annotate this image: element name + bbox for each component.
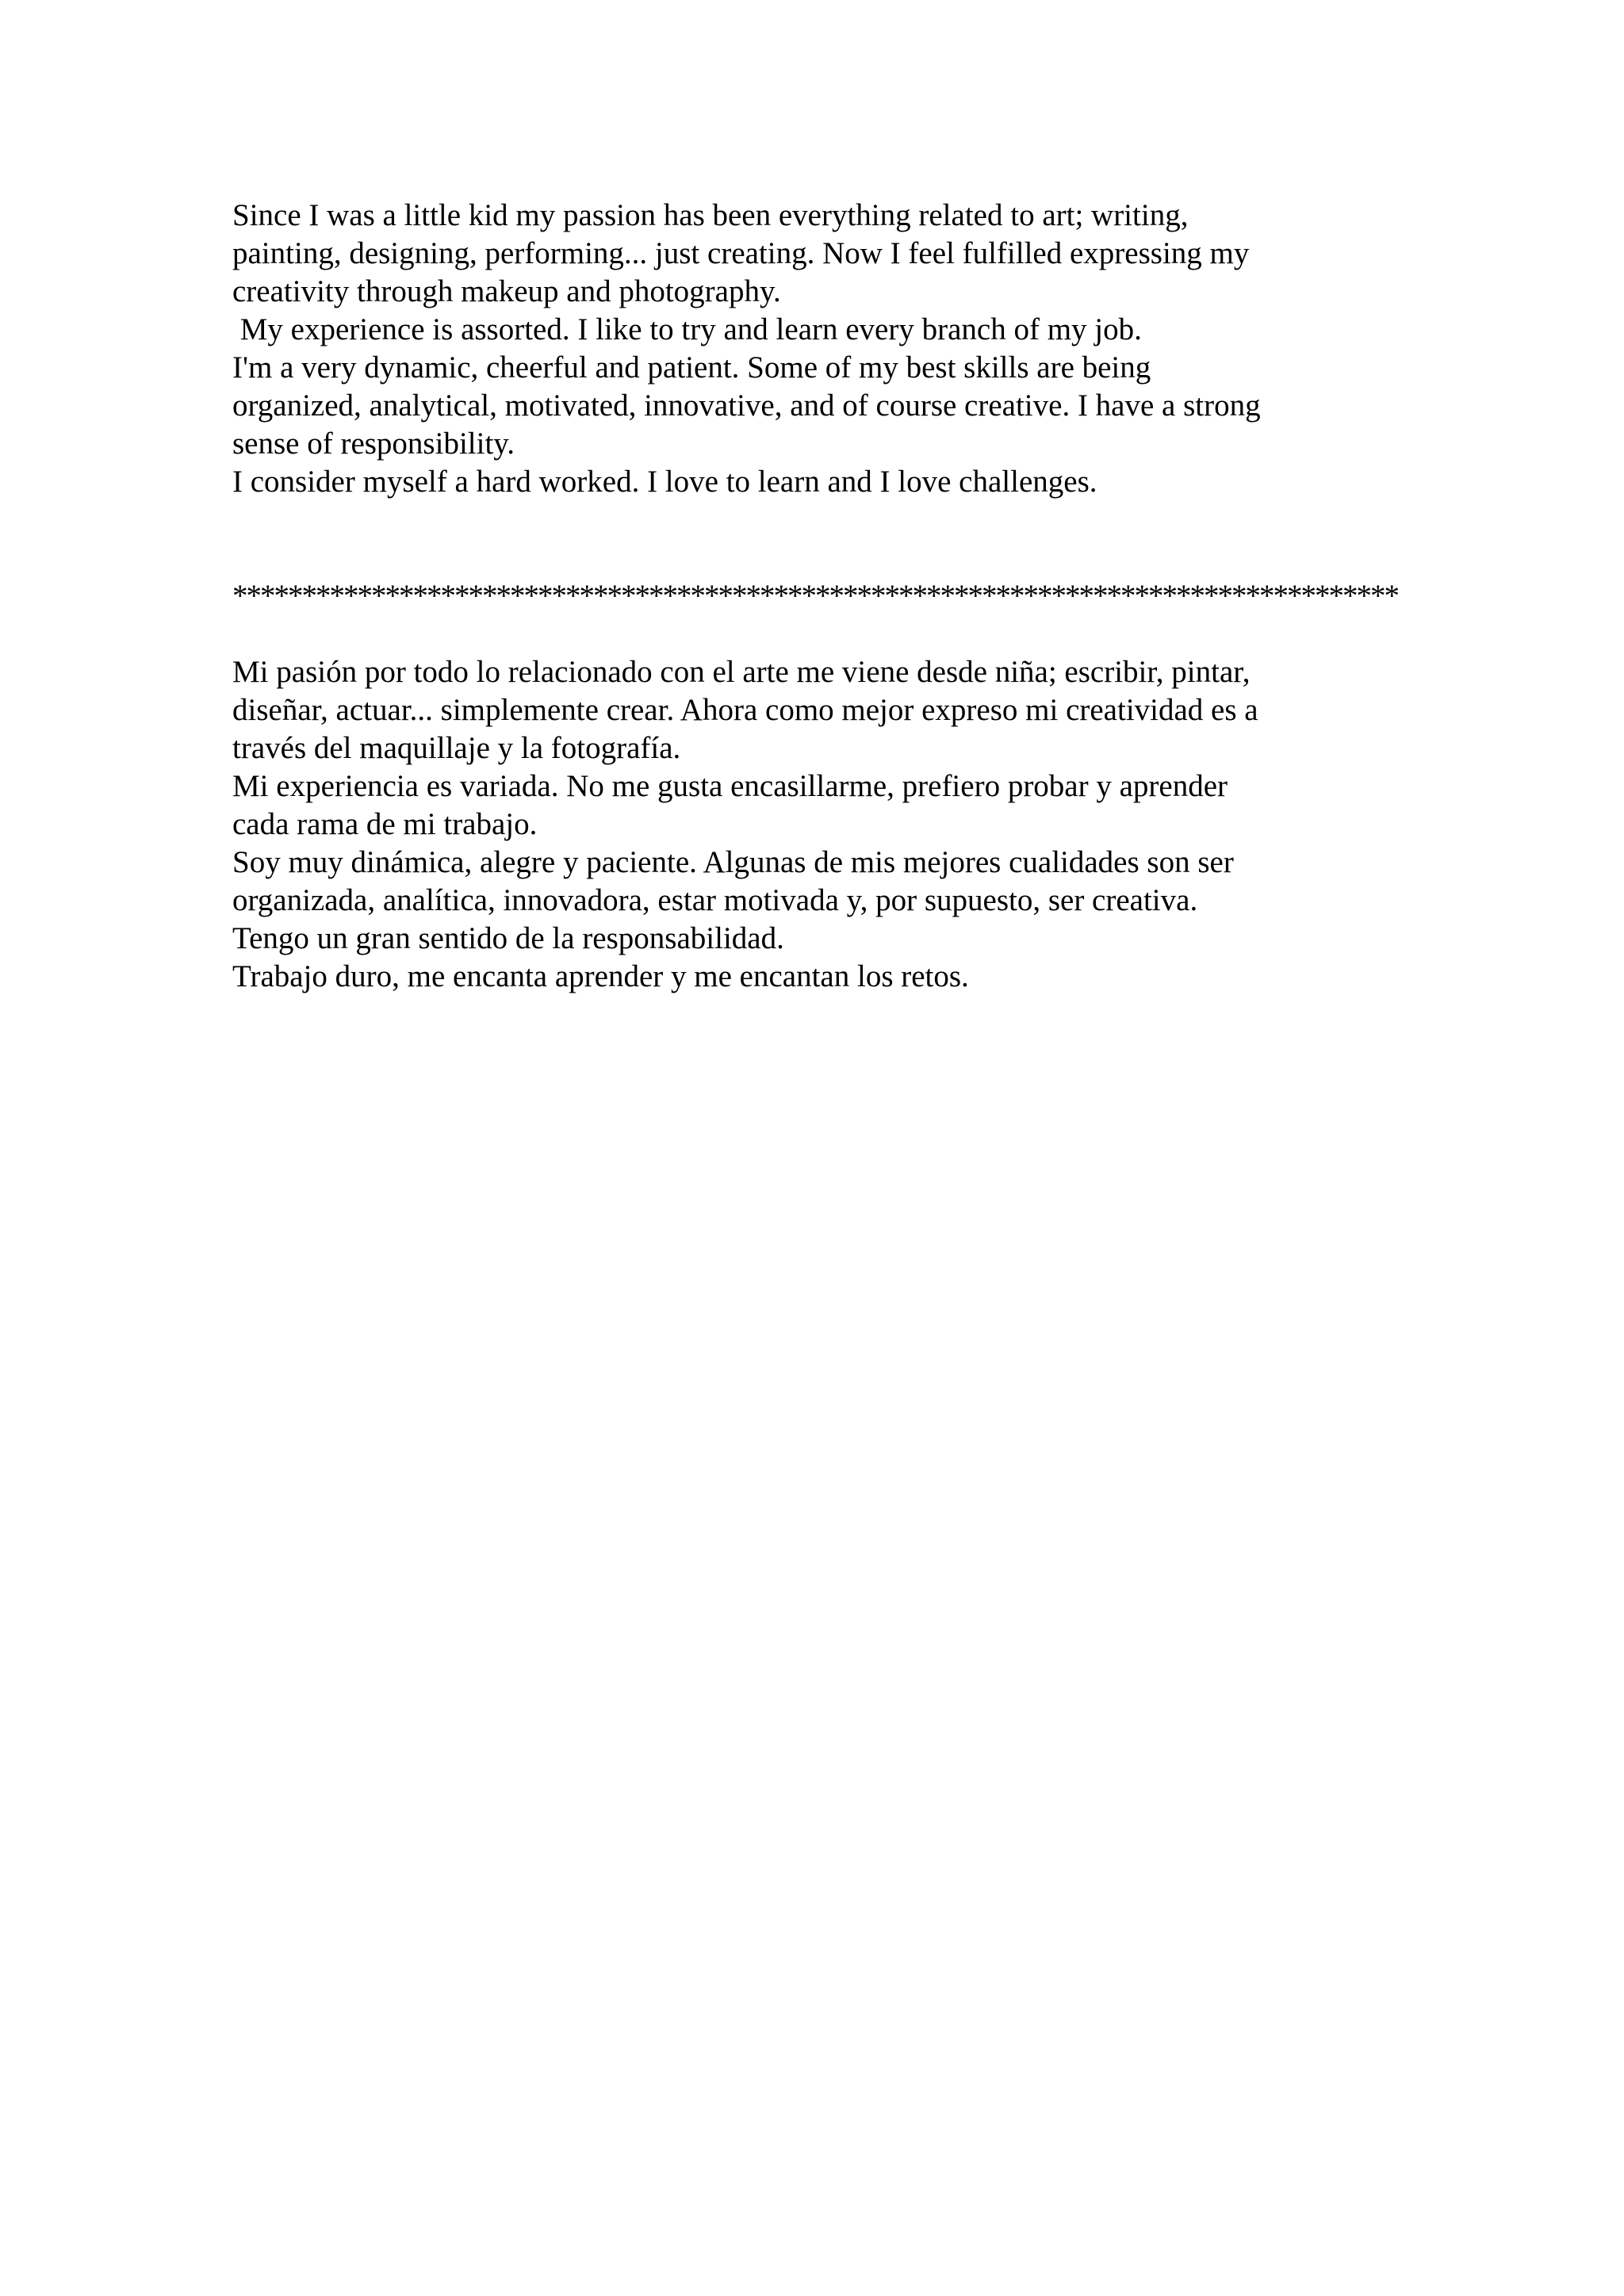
text-line: sense of responsibility.: [232, 427, 515, 461]
blank-line: [232, 539, 1422, 577]
text-line: Since I was a little kid my passion has been everything related to art; writing,: [232, 198, 1189, 232]
asterisk-divider: ************************************************************************************: [232, 579, 1398, 613]
text-line: través del maquillaje y la fotografía.: [232, 731, 681, 765]
text-line: I consider myself a hard worked. I love to learn and I love challenges.: [232, 465, 1097, 499]
text-line: I'm a very dynamic, cheerful and patient. Some of my best skills are being: [232, 350, 1151, 385]
text-line: My experience is assorted. I like to try and learn every branch of my job.: [232, 312, 1142, 346]
text-line: Trabajo duro, me encanta aprender y me encantan los retos.: [232, 959, 969, 993]
text-line: painting, designing, performing... just creating. Now I feel fulfilled expressing my: [232, 236, 1250, 270]
blank-line: [232, 501, 1422, 539]
text-line: Tengo un gran sentido de la responsabilidad.: [232, 921, 784, 955]
english-paragraph: [232, 197, 1422, 501]
text-line: Mi pasión por todo lo relacionado con el arte me viene desde niña; escribir, pintar,: [232, 655, 1251, 689]
spanish-paragraph: [232, 653, 1422, 996]
document-body-text: [232, 197, 1422, 996]
text-line: creativity through makeup and photography.: [232, 274, 781, 308]
text-line: Mi experiencia es variada. No me gusta encasillarme, prefiero probar y aprender: [232, 769, 1228, 803]
text-line: cada rama de mi trabajo.: [232, 807, 538, 841]
text-line: diseñar, actuar... simplemente crear. Ahora como mejor expreso mi creatividad es a: [232, 693, 1258, 727]
text-line: organized, analytical, motivated, innovative, and of course creative. I have a strong: [232, 388, 1261, 423]
blank-line: [232, 615, 1422, 653]
text-line: organizada, analítica, innovadora, estar motivada y, por supuesto, ser creativa.: [232, 883, 1198, 917]
text-line: Soy muy dinámica, alegre y paciente. Algunas de mis mejores cualidades son ser: [232, 845, 1234, 879]
